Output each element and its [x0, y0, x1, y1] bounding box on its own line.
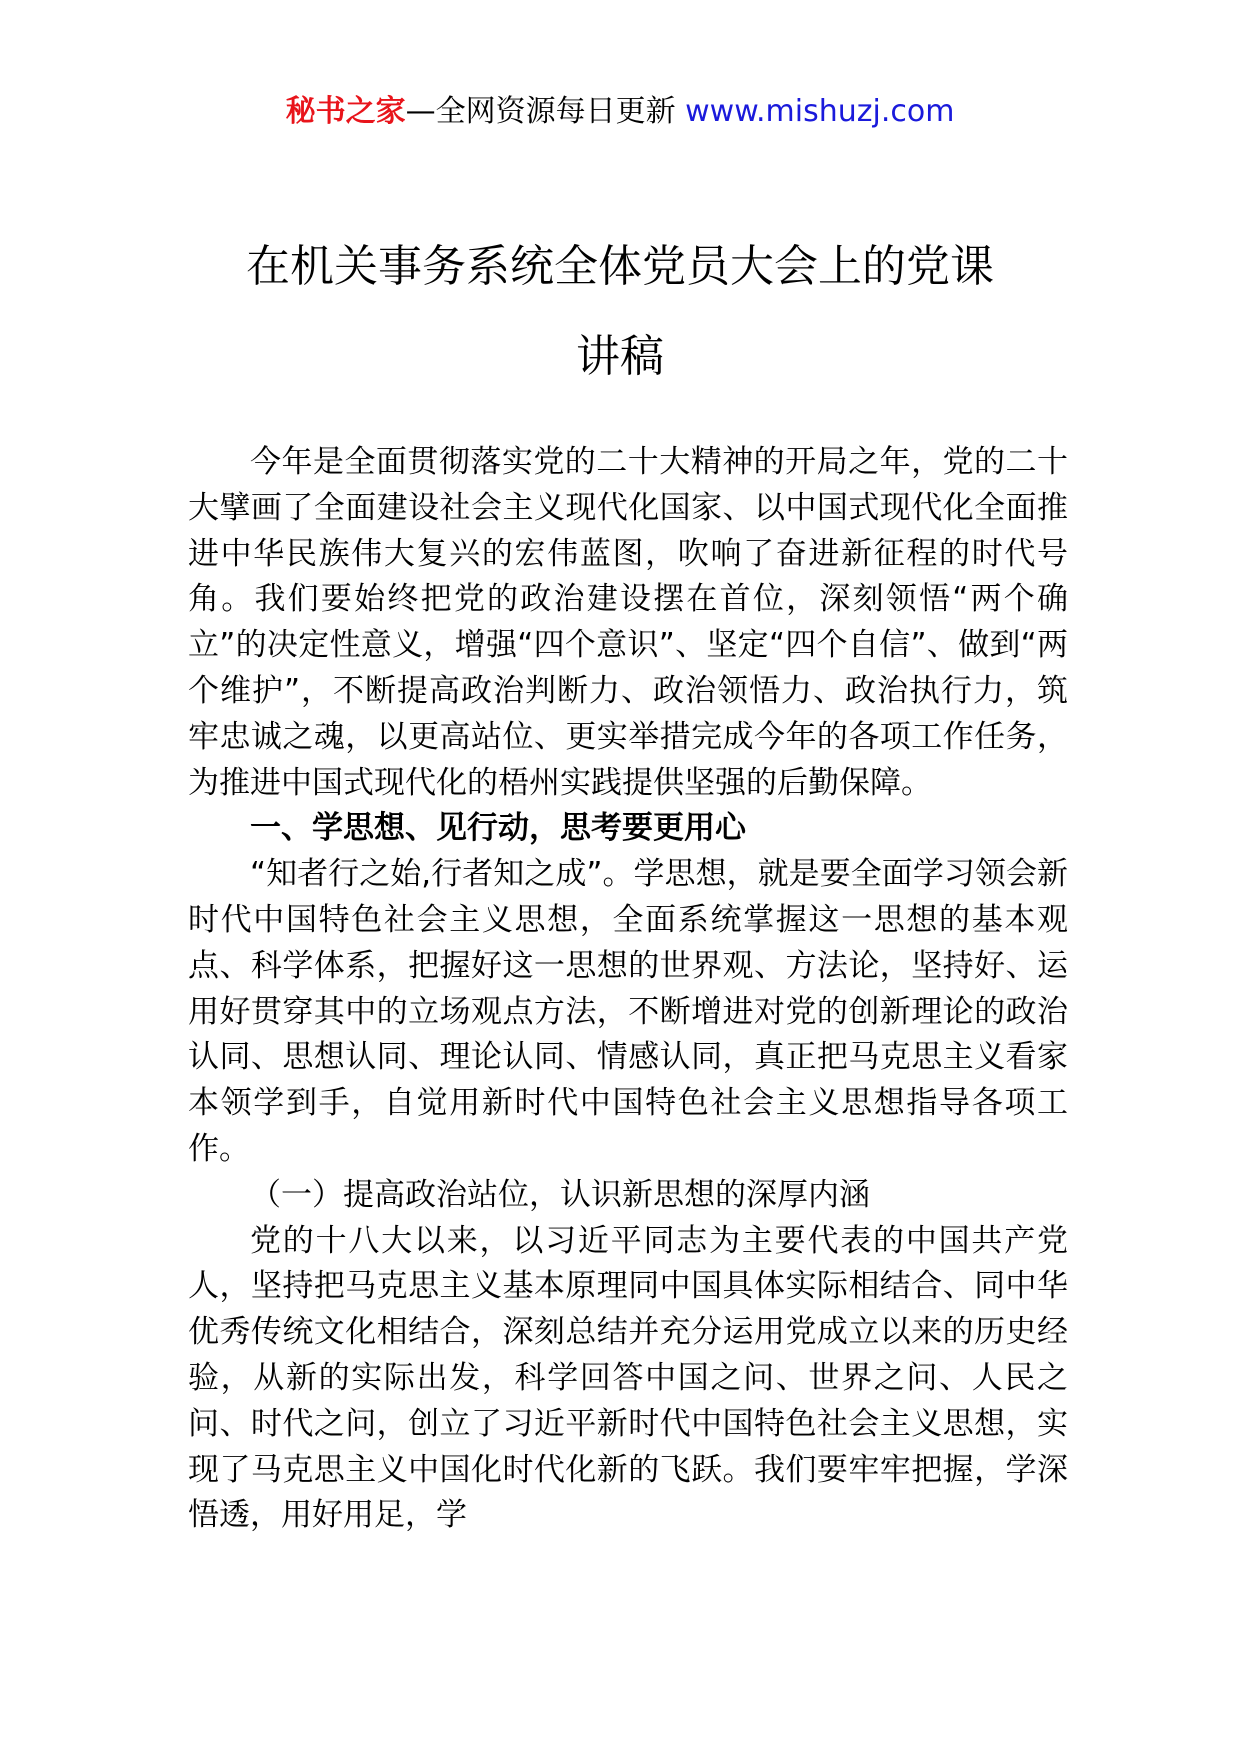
body-paragraph: “知者行之始,行者知之成”。学思想，就是要全面学习领会新时代中国特色社会主义思想，全面系统掌握这一思想的基本观点、科学体系，把握好这一思想的世界观、方法论，坚持好、运用好贯穿其中的立场观点方法，不断增进对党的创新理论的政治认同、思想认同、理论认同、情感认同，真正把马克思主义看家本领学到手，自觉用新时代中国特色社会主义思想指导各项工作。	[188, 856, 1068, 1167]
brand-name: 秘书之家	[285, 94, 406, 129]
intro-paragraph: 今年是全面贯彻落实党的二十大精神的开局之年，党的二十大擘画了全面建设社会主义现代化国家、以中国式现代化全面推进中华民族伟大复兴的宏伟蓝图，吹响了奋进新征程的时代号角。我们要始终把党的政治建设摆在首位，深刻领悟“两个确立”的决定性意义，增强“四个意识”、坚定“四个自信”、做到“两个维护”，不断提高政治判断力、政治领悟力、政治执行力，筑牢忠诚之魂，以更高站位、更实举措完成今年的各项工作任务，为推进中国式现代化的梧州实践提供坚强的后勤保障。	[188, 444, 1068, 801]
document-body	[188, 440, 1068, 1539]
site-url-link[interactable]: www.mishuzj.com	[685, 94, 955, 129]
banner-tagline: —全网资源每日更新	[405, 94, 676, 129]
body-paragraph: 党的十八大以来，以习近平同志为主要代表的中国共产党人，坚持把马克思主义基本原理同中国具体实际相结合、同中华优秀传统文化相结合，深刻总结并充分运用党成立以来的历史经验，从新的实际出发，科学回答中国之问、世界之问、人民之问、时代之问，创立了习近平新时代中国特色社会主义思想，实现了马克思主义中国化时代化新的飞跃。我们要牢牢把握，学深悟透，用好用足，学	[188, 1222, 1068, 1534]
title-line-2: 讲稿	[576, 331, 664, 382]
title-line-1: 在机关事务系统全体党员大会上的党课	[246, 241, 994, 292]
subsection-heading-1: （一）提高政治站位，认识新思想的深厚内涵	[250, 1176, 870, 1213]
section-heading-1: 一、学思想、见行动，思考要更用心	[250, 810, 746, 847]
site-banner	[0, 88, 1240, 136]
document-title	[0, 222, 1240, 402]
